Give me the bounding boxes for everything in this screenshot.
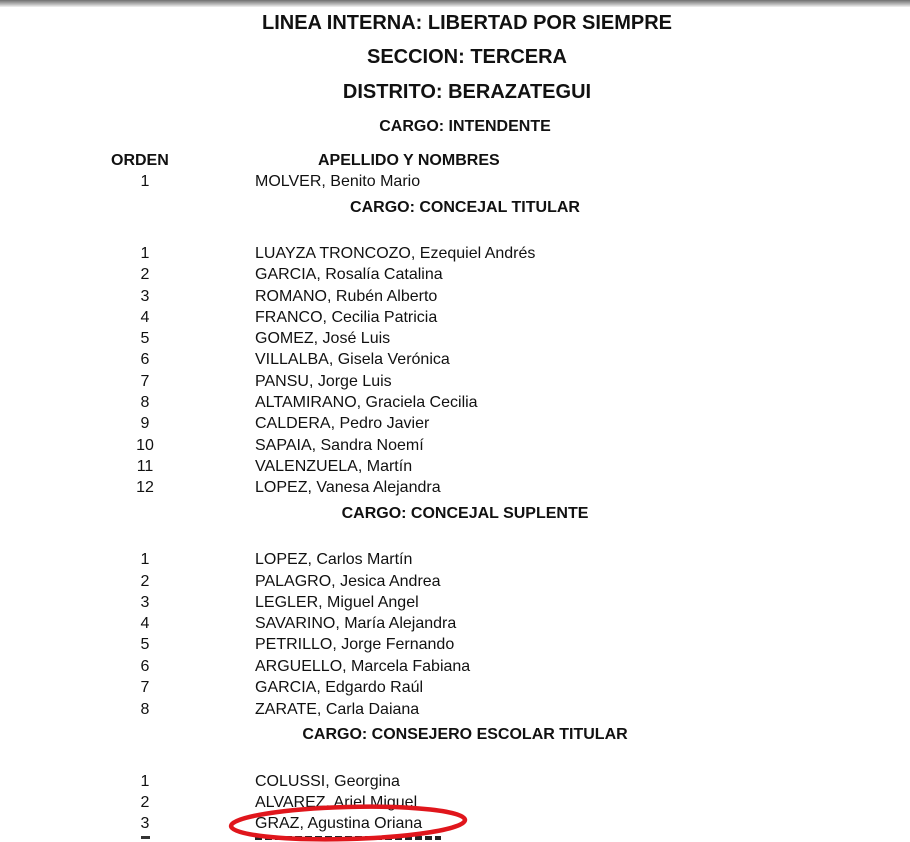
- order-number: 11: [136, 458, 154, 475]
- candidate-name: VALENZUELA, Martín: [255, 458, 413, 475]
- list-item: [0, 634, 910, 655]
- order-number: 2: [140, 266, 150, 283]
- order-number: 6: [140, 658, 150, 675]
- order-number: 10: [136, 437, 154, 454]
- list-item: [0, 286, 910, 307]
- list-item: [0, 371, 910, 392]
- order-number: 1: [140, 551, 150, 568]
- candidate-name: SAVARINO, María Alejandra: [255, 615, 457, 632]
- order-number: 7: [140, 373, 150, 390]
- cargo-heading-intendente: CARGO: INTENDENTE: [379, 118, 551, 135]
- list-item: [0, 435, 910, 456]
- candidate-name: PETRILLO, Jorge Fernando: [255, 636, 455, 653]
- candidate-name: LEGLER, Miguel Angel: [255, 594, 419, 611]
- candidate-name: CALDERA, Pedro Javier: [255, 415, 430, 432]
- list-item: [0, 571, 910, 592]
- candidate-name: LOPEZ, Vanesa Alejandra: [255, 479, 441, 496]
- list-item: [0, 477, 910, 498]
- candidate-name: ROMANO, Rubén Alberto: [255, 288, 438, 305]
- order-number: 2: [140, 573, 150, 590]
- list-item: [0, 677, 910, 698]
- column-header-names: APELLIDO Y NOMBRES: [318, 152, 500, 169]
- candidate-name: VILLALBA, Gisela Verónica: [255, 351, 450, 368]
- list-item: [0, 699, 910, 720]
- list-item: [0, 549, 910, 570]
- section-title: SECCION: TERCERA: [366, 46, 567, 68]
- order-number: 9: [140, 415, 150, 432]
- order-number: 8: [140, 394, 150, 411]
- candidate-name: MOLVER, Benito Mario: [255, 173, 421, 190]
- candidate-name: PALAGRO, Jesica Andrea: [255, 573, 441, 590]
- candidate-name: ZARATE, Carla Daiana: [255, 701, 420, 718]
- candidate-name: ARGUELLO, Marcela Fabiana: [255, 658, 471, 675]
- order-number: 4: [140, 615, 150, 632]
- candidate-name: SAPAIA, Sandra Noemí: [255, 437, 424, 454]
- order-number: 7: [140, 679, 150, 696]
- candidate-name: GARCIA, Edgardo Raúl: [255, 679, 424, 696]
- order-number: 12: [136, 479, 154, 496]
- viewer-top-edge: [0, 0, 910, 7]
- order-number: 3: [140, 594, 150, 611]
- list-item: [0, 413, 910, 434]
- order-number: 3: [140, 288, 150, 305]
- list-item: [0, 592, 910, 613]
- list-item: [0, 349, 910, 370]
- list-item: [0, 613, 910, 634]
- order-number: 1: [140, 773, 150, 790]
- order-number: 3: [140, 815, 150, 832]
- candidate-name: LUAYZA TRONCOZO, Ezequiel Andrés: [255, 245, 536, 262]
- column-header-order: ORDEN: [111, 152, 169, 169]
- district-title: DISTRITO: BERAZATEGUI: [342, 81, 592, 103]
- candidate-name: GOMEZ, José Luis: [255, 330, 391, 347]
- list-item: [0, 243, 910, 264]
- candidate-name: ALTAMIRANO, Graciela Cecilia: [255, 394, 478, 411]
- clipped-candidate-name: [255, 836, 441, 840]
- clipped-order-number: [95, 836, 195, 839]
- list-item: [0, 771, 910, 792]
- list-item: [0, 456, 910, 477]
- list-item: [0, 171, 910, 192]
- candidate-name: PANSU, Jorge Luis: [255, 373, 392, 390]
- list-item: [0, 328, 910, 349]
- order-number: 8: [140, 701, 150, 718]
- order-number: 6: [140, 351, 150, 368]
- list-item: [0, 307, 910, 328]
- clipped-list-item: [0, 836, 910, 842]
- order-number: 5: [140, 330, 150, 347]
- order-number: 1: [140, 173, 150, 190]
- order-number: 1: [140, 245, 150, 262]
- cargo-heading-consejero-escolar-titular: CARGO: CONSEJERO ESCOLAR TITULAR: [302, 726, 628, 743]
- candidate-name: GARCIA, Rosalía Catalina: [255, 266, 443, 283]
- list-item: [0, 392, 910, 413]
- order-number: 4: [140, 309, 150, 326]
- list-item: [0, 656, 910, 677]
- candidate-name: FRANCO, Cecilia Patricia: [255, 309, 438, 326]
- cargo-heading-concejal-suplente: CARGO: CONCEJAL SUPLENTE: [341, 505, 589, 522]
- candidate-name: COLUSSI, Georgina: [255, 773, 400, 790]
- candidate-name: LOPEZ, Carlos Martín: [255, 551, 413, 568]
- line-title: LINEA INTERNA: LIBERTAD POR SIEMPRE: [261, 12, 672, 34]
- order-number: 5: [140, 636, 150, 653]
- order-number: 2: [140, 794, 150, 811]
- candidate-name: GRAZ, Agustina Oriana: [255, 815, 423, 832]
- cargo-heading-concejal-titular: CARGO: CONCEJAL TITULAR: [350, 199, 580, 216]
- list-item: [0, 813, 910, 834]
- list-item: [0, 792, 910, 813]
- candidate-name: ALVAREZ, Ariel Miguel: [255, 794, 418, 811]
- list-item: [0, 264, 910, 285]
